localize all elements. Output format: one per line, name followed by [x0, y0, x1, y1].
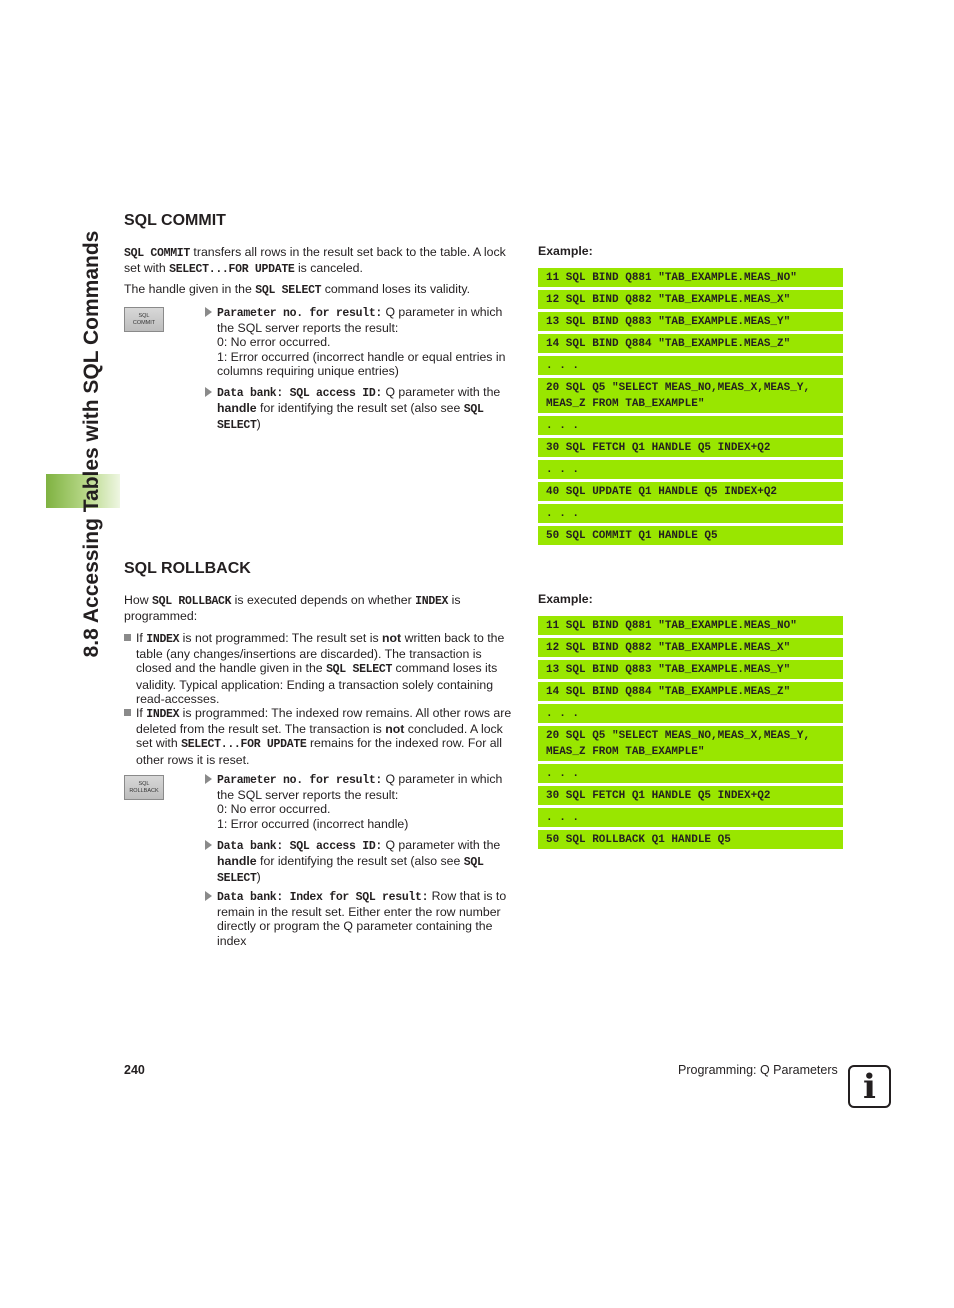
- rollback-code-line: 20 SQL Q5 "SELECT MEAS_NO,MEAS_X,MEAS_Y, MEAS_Z FROM TAB_EXAMPLE": [538, 726, 843, 761]
- chapter-side-title: 8.8 Accessing Tables with SQL Commands: [80, 230, 103, 658]
- rollback-code-line: . . .: [538, 704, 843, 723]
- commit-code-line: . . .: [538, 356, 843, 375]
- rollback-param-result: Parameter no. for result: Q parameter in which the SQL server reports the result: 0: No error occurred. 1: Error occurred (incorrect handle): [205, 772, 520, 831]
- rollback-example-label: Example:: [538, 592, 593, 606]
- rollback-code-line: . . .: [538, 764, 843, 783]
- commit-code-line: 13 SQL BIND Q883 "TAB_EXAMPLE.MEAS_Y": [538, 312, 843, 331]
- heading-sql-rollback: SQL ROLLBACK: [124, 560, 251, 577]
- commit-param-access-id: Data bank: SQL access ID: Q parameter with the handle for identifying the result set (also see SQL SELECT): [205, 385, 520, 434]
- commit-example-label: Example:: [538, 244, 593, 258]
- arrow-right-icon: [205, 891, 212, 901]
- commit-code-line: 14 SQL BIND Q884 "TAB_EXAMPLE.MEAS_Z": [538, 334, 843, 353]
- heading-sql-commit: SQL COMMIT: [124, 212, 226, 229]
- commit-code-line: 12 SQL BIND Q882 "TAB_EXAMPLE.MEAS_X": [538, 290, 843, 309]
- footer-chapter-title: Programming: Q Parameters: [678, 1063, 838, 1077]
- info-icon: i: [848, 1065, 891, 1108]
- arrow-right-icon: [205, 840, 212, 850]
- commit-code-line: 50 SQL COMMIT Q1 HANDLE Q5: [538, 526, 843, 545]
- rollback-code-block: [538, 616, 843, 852]
- rollback-bullet-no-index: If INDEX is not programmed: The result set is not written back to the table (any changes/insertions are discarded). The transaction is closed and the handle given in the SQL SELECT command loses its validity. Typical application: Ending a transaction solely containing read-accesses.: [124, 631, 520, 706]
- rollback-code-line: . . .: [538, 808, 843, 827]
- rollback-param-index: Data bank: Index for SQL result: Row that is to remain in the result set. Either enter the row number directly or program the Q parameter containing the index: [205, 889, 520, 948]
- bullet-square-icon: [124, 709, 131, 716]
- commit-paragraph-2: The handle given in the SQL SELECT command loses its validity.: [124, 282, 471, 297]
- rollback-code-line: 12 SQL BIND Q882 "TAB_EXAMPLE.MEAS_X": [538, 638, 843, 657]
- rollback-code-line: 30 SQL FETCH Q1 HANDLE Q5 INDEX+Q2: [538, 786, 843, 805]
- commit-code-line: 30 SQL FETCH Q1 HANDLE Q5 INDEX+Q2: [538, 438, 843, 457]
- rollback-code-line: 13 SQL BIND Q883 "TAB_EXAMPLE.MEAS_Y": [538, 660, 843, 679]
- softkey-sql-rollback[interactable]: SQL ROLLBACK: [124, 775, 164, 800]
- rollback-param-access-id: Data bank: SQL access ID: Q parameter with the handle for identifying the result set (also see SQL SELECT): [205, 838, 520, 887]
- commit-code-block: [538, 268, 843, 548]
- arrow-right-icon: [205, 307, 212, 317]
- commit-code-line: 20 SQL Q5 "SELECT MEAS_NO,MEAS_X,MEAS_Y, MEAS_Z FROM TAB_EXAMPLE": [538, 378, 843, 413]
- rollback-paragraph-1: How SQL ROLLBACK is executed depends on whether INDEX is programmed:: [124, 593, 461, 624]
- arrow-right-icon: [205, 774, 212, 784]
- commit-code-line: . . .: [538, 416, 843, 435]
- commit-code-line: . . .: [538, 504, 843, 523]
- arrow-right-icon: [205, 387, 212, 397]
- rollback-code-line: 11 SQL BIND Q881 "TAB_EXAMPLE.MEAS_NO": [538, 616, 843, 635]
- commit-param-result: Parameter no. for result: Q parameter in which the SQL server reports the result: 0: No error occurred. 1: Error occurred (incorrect handle or equal entries in columns requiring unique entries): [205, 305, 520, 378]
- commit-paragraph-1: SQL COMMIT transfers all rows in the result set back to the table. A lock set with SELECT...FOR UPDATE is canceled.: [124, 245, 506, 277]
- page-number: 240: [124, 1063, 145, 1077]
- commit-code-line: . . .: [538, 460, 843, 479]
- commit-code-line: 11 SQL BIND Q881 "TAB_EXAMPLE.MEAS_NO": [538, 268, 843, 287]
- bullet-square-icon: [124, 634, 131, 641]
- softkey-sql-commit[interactable]: SQL COMMIT: [124, 307, 164, 332]
- rollback-code-line: 14 SQL BIND Q884 "TAB_EXAMPLE.MEAS_Z": [538, 682, 843, 701]
- rollback-bullet-index: If INDEX is programmed: The indexed row remains. All other rows are deleted from the result set. The transaction is not concluded. A lock set with SELECT...FOR UPDATE remains for the indexed row. For all other rows it is reset.: [124, 706, 520, 767]
- rollback-code-line: 50 SQL ROLLBACK Q1 HANDLE Q5: [538, 830, 843, 849]
- commit-code-line: 40 SQL UPDATE Q1 HANDLE Q5 INDEX+Q2: [538, 482, 843, 501]
